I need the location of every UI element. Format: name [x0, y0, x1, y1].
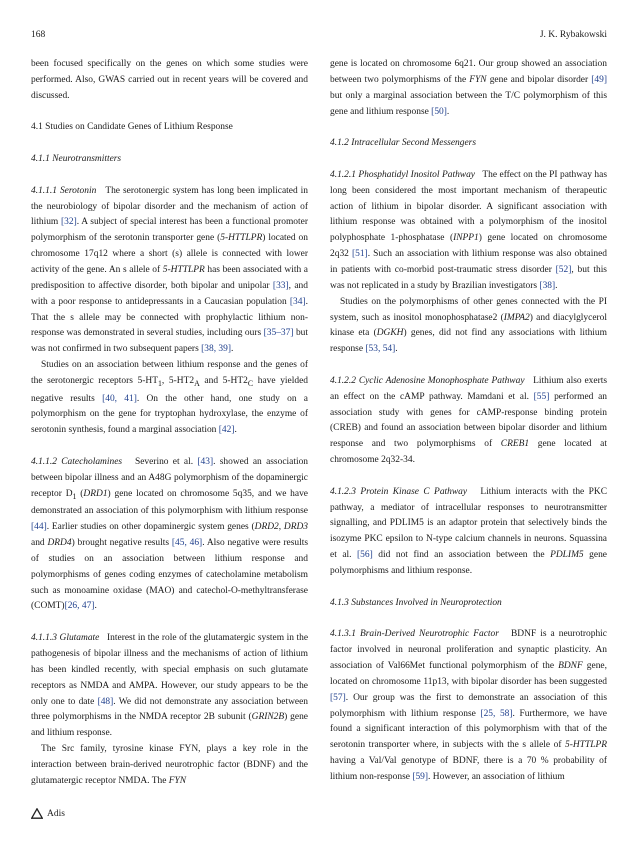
citation-link[interactable]: [35–37] [263, 328, 294, 339]
paragraph-fyn-continued: gene is located on chromosome 6q21. Our group showed an association between two polymorphisms of the FYN gene and bipolar disorder [49] but only a marginal association between the T/C polymorphism of this gene and lithium response [50]. [330, 59, 607, 117]
gene-name: FYN [469, 74, 487, 85]
gene-name: DGKH [376, 328, 404, 339]
section-heading-4-1: 4.1 Studies on Candidate Genes of Lithium Response [31, 122, 233, 133]
gene-name: IMPA2 [503, 312, 530, 323]
paragraph-pi-pathway: 4.1.2.1 Phosphatidyl Inositol Pathway The effect on the PI pathway has long been considered the most important mechanism of therapeutic action of lithium in bipolar disorder. A significant association with lithium response was obtained with a polymorphism of the inositol polyphosphate 1-phosphatase (INPP1) gene located on chromosome 2q32 [51]. Such an association with lithium response was also obtained in patients with co-morbid post-traumatic stress disorder [52], but this was not replicated in a study by Brazilian investigators [38]. [330, 169, 608, 291]
gene-name: 5-HTTLPR [162, 264, 205, 275]
paragraph-serotonin: 4.1.1.1 Serotonin The serotonergic system has long been implicated in the neurobiology of bipolar disorder and the mechanism of action of lithium [32]. A subject of special interest has been a functional promoter polymorphism of the serotonin transporter gene (5-HTTLPR) located on chromosome 17q12 where a short (s) allele is connected with lower activity of the gene. An s allele of 5-HTTLPR has been associated with a predisposition to affective disorder, both bipolar and unipolar [33], and with a poor response to antidepressants in a Caucasian population [34]. That the s allele may be connected with prophylactic lithium non-response was demonstrated in several studies, including ours [35–37] but was not confirmed in two subsequent papers [38, 39]. [31, 185, 309, 355]
citation-link[interactable]: [32] [60, 217, 77, 228]
subsection-heading: 4.1.1.1 Serotonin [31, 185, 97, 196]
paragraph-camp: 4.1.2.2 Cyclic Adenosine Monophosphate Pathway Lithium also exerts an effect on the cAMP pathway. Mamdani et al. [55] performed an association study with genes for cAMP-response binding protein (CREB) and found an association between bipolar disorder and lithium response and two polymorphisms of CREB1 gene located at chromosome 2q32-34. [330, 375, 608, 466]
citation-link[interactable]: [34] [289, 296, 306, 307]
citation-link[interactable]: [40, 41] [102, 393, 137, 404]
paragraph-bdnf: 4.1.3.1 Brain-Derived Neurotrophic Factor BDNF is a neurotrophic factor involved in neuronal proliferation and synaptic plasticity. An association of Val66Met functional polymorphism of the BDNF gene, located on chromosome 11p13, with bipolar disorder has been suggested [57]. Our group was the first to demonstrate an association of this polymorphism with lithium response [25, 58]. Furthermore, we have found a significant interaction of this polymorphism with that of the serotonin transporter where, in subjects with the s allele of 5-HTTLPR having a Val/Val genotype of BDNF, there is a 70 % probability of lithium non-response [59]. However, an association of lithium [330, 629, 607, 782]
paragraph-catecholamines: 4.1.1.2 Catecholamines Severino et al. [43]. showed an association between bipolar illness and an A48G polymorphism of the dopaminergic receptor $D_1$ (DRD1) gene located on chromosome 5q35, and we have demonstrated an association of this polymorphism with lithium response [44]. Earlier studies on other dopaminergic system genes (DRD2, DRD3 and DRD4) brought negative results [45, 46]. Also negative were results of studies on an association between lithium response and polymorphisms of genes coding enzymes of catecholamine metabolism such as monoamine oxidase (MAO) and catechol-O-methyltransferase (COMT)[26, 47]. [31, 456, 309, 612]
subsection-heading: 4.1.3.1 Brain-Derived Neurotrophic Factor [330, 629, 499, 640]
citation-link[interactable]: [43] [197, 456, 214, 467]
gene-name: 5-HTTLPR [565, 740, 607, 751]
citation-link[interactable]: [38] [539, 280, 556, 291]
subsection-heading: 4.1.2.2 Cyclic Adenosine Monophosphate Pathway [330, 375, 525, 386]
gene-name: PDLIM5 [550, 550, 584, 561]
publisher-name: Adis [47, 808, 65, 819]
gene-name: DRD4 [47, 538, 72, 549]
citation-link[interactable]: [44] [31, 522, 47, 533]
citation-link[interactable]: [53, 54] [365, 344, 396, 355]
section-heading-4-1-3: 4.1.3 Substances Involved in Neuroprotection [330, 597, 502, 608]
citation-link[interactable]: [33] [272, 280, 289, 291]
citation-link[interactable]: [55] [533, 391, 550, 402]
citation-link[interactable]: [25, 58] [480, 708, 513, 719]
page-footer [31, 808, 65, 819]
citation-link[interactable]: [50] [431, 106, 447, 117]
paragraph-fyn: The Src family, tyrosine kinase FYN, plays a key role in the interaction between brain-derived neurotrophic factor (BDNF) and the glutamatergic receptor NMDA. The FYN [31, 744, 308, 786]
two-column-body [31, 57, 607, 790]
citation-link[interactable]: [42] [218, 425, 235, 436]
subsection-heading: 4.1.1.3 Glutamate [31, 633, 100, 644]
paragraph-pkc: 4.1.2.3 Protein Kinase C Pathway Lithium interacts with the PKC pathway, a mediator of intracellular responses to neurotransmitter signalling, and PDLIM5 is an adaptor protein that selectively binds the isozyme PKC epsilon to N-type calcium channels in neurons. Squassina et al. [56] did not find an association between the PDLIM5 gene polymorphisms and lithium response. [330, 486, 608, 576]
citation-link[interactable]: [56] [357, 550, 373, 561]
gene-name: CREB1 [500, 439, 530, 450]
citation-link[interactable]: [52] [555, 264, 572, 275]
citation-link[interactable]: [57] [330, 692, 346, 703]
paragraph-serotonin-receptors: Studies on an association between lithium response and the genes of the serotonergic receptors $5-HT_1$, $5-HT2_A$ and $5-HT2_C$ have yielded negative results [40, 41]. On the other hand, one study on a polymorphism on the gene for tryptophan hydroxylase, the enzyme of serotonin synthesis, found a marginal association [42]. [31, 360, 308, 436]
citation-link[interactable]: [51] [351, 249, 368, 260]
subsection-heading: 4.1.2.1 Phosphatidyl Inositol Pathway [330, 169, 475, 180]
citation-link[interactable]: [59] [412, 771, 429, 782]
citation-link[interactable]: [48] [97, 696, 114, 707]
adis-triangle-icon [31, 808, 43, 819]
gene-name: INPP1 [453, 233, 479, 244]
left-column [31, 57, 308, 790]
paragraph-pi-other-genes: Studies on the polymorphisms of other genes connected with the PI system, such as inositol monophosphatase2 (IMPA2) and diacylglycerol kinase eta (DGKH) genes, did not find any associations with lithium response [53, 54]. [330, 296, 608, 355]
citation-link[interactable]: [26, 47] [64, 601, 95, 612]
gene-name: BDNF [558, 661, 583, 672]
gene-name: 5-HTTLPR [220, 233, 263, 244]
gene-name: DRD3 [283, 522, 309, 533]
running-title: J. K. Rybakowski [539, 30, 607, 40]
right-column [330, 57, 607, 790]
page-header [31, 30, 607, 46]
page-number: 168 [31, 30, 46, 40]
paragraph-glutamate: 4.1.1.3 Glutamate Interest in the role of the glutamatergic system in the pathogenesis of bipolar illness and the mechanisms of action of lithium has been kindled recently, with special emphasis on such glutamate receptors as NMDA and AMPA. However, our study appears to be the only one to date [48]. We did not demonstrate any association between three polymorphisms in the NMDA receptor 2B subunit (GRIN2B) gene and lithium response. [31, 633, 309, 739]
gene-name: DRD2 [254, 522, 279, 533]
gene-name: GRIN2B [251, 712, 285, 723]
subsection-heading: 4.1.1.2 Catecholamines [31, 456, 123, 467]
citation-link[interactable]: [49] [591, 74, 607, 85]
intro-paragraph: been focused specifically on the genes on which some studies were performed. Also, GWAS carried out in recent years will be covered and discussed. [31, 59, 308, 101]
citation-link[interactable]: [45, 46] [171, 538, 203, 549]
section-heading-4-1-1: 4.1.1 Neurotransmitters [31, 154, 122, 165]
gene-name: DRD1 [83, 488, 108, 499]
section-heading-4-1-2: 4.1.2 Intracellular Second Messengers [330, 138, 476, 149]
gene-name: FYN [168, 775, 187, 786]
subsection-heading: 4.1.2.3 Protein Kinase C Pathway [330, 486, 468, 497]
citation-link[interactable]: [38, 39] [201, 344, 231, 355]
